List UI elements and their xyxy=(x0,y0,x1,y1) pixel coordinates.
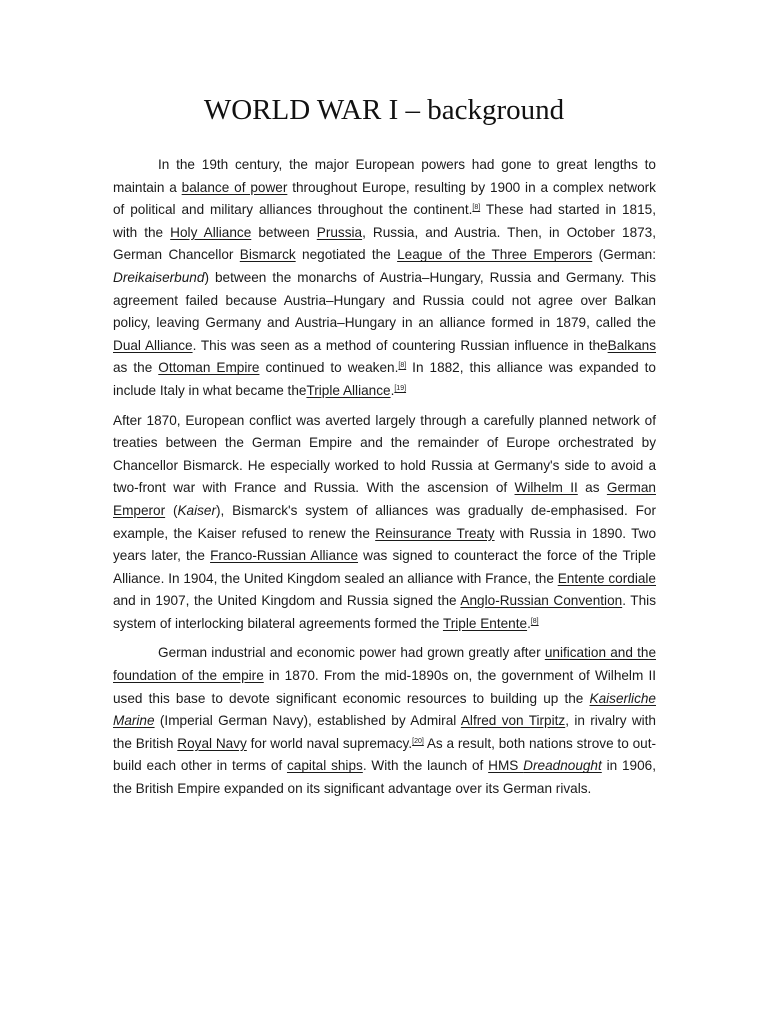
text-run: . xyxy=(527,615,531,631)
citation-ref[interactable] xyxy=(531,618,539,625)
inline-link[interactable]: Holy Alliance xyxy=(170,224,252,240)
citation-ref[interactable] xyxy=(394,385,406,392)
inline-link[interactable]: Triple Alliance xyxy=(306,382,391,398)
inline-link[interactable]: Prussia xyxy=(316,224,363,240)
inline-link[interactable]: Ottoman Empire xyxy=(158,360,260,376)
italic-text: Dreikaiserbund xyxy=(113,269,205,285)
text-run: throughout Europe, resulting by 1900 in a complex network of political and military alliances throughout the continent. xyxy=(113,179,656,218)
text-run: ), Bismarck's system of alliances was gradually de-emphasised. For example, the Kaiser refused to renew the xyxy=(113,502,656,541)
citation-ref[interactable] xyxy=(398,362,406,369)
text-run: in 1906, the British Empire expanded on its significant advantage over its German rivals. xyxy=(113,758,657,797)
inline-link[interactable]: Royal Navy xyxy=(177,735,247,751)
citation-link[interactable]: [8] xyxy=(472,204,481,212)
text-run: and in 1907, the United Kingdom and Russia signed the xyxy=(113,593,461,609)
text-run: continued to weaken. xyxy=(259,360,399,376)
inline-link[interactable]: Triple Entente xyxy=(442,615,528,631)
text-run: . With the launch of xyxy=(362,758,489,774)
text-run: was signed to counteract the force of the Triple Alliance. In 1904, the United Kingdom sealed an alliance with France, the xyxy=(113,548,656,586)
text-run: (Imperial German Navy), established by Admiral xyxy=(154,713,461,729)
inline-link[interactable]: Balkans xyxy=(607,337,656,353)
citation-link[interactable]: [20] xyxy=(412,737,424,745)
text-run: These had started in 1815, with the xyxy=(113,202,656,240)
inline-link[interactable]: balance of power xyxy=(181,179,288,195)
inline-link[interactable]: capital ships xyxy=(286,758,363,774)
text-run: (German: xyxy=(592,247,657,263)
inline-link[interactable]: Entente cordiale xyxy=(557,570,656,586)
inline-link[interactable]: Dual Alliance xyxy=(113,337,193,353)
text-run: , Russia, and Austria. Then, in October 1873, German Chancellor xyxy=(113,224,657,263)
text-run: . This system of interlocking bilateral agreements formed the xyxy=(113,593,656,631)
inline-link[interactable]: Franco-Russian Alliance xyxy=(210,548,359,564)
inline-link[interactable]: Bismarck xyxy=(239,247,296,263)
paragraph xyxy=(113,154,656,403)
text-run: As a result, both nations strove to out-build each other in terms of xyxy=(113,735,656,774)
text-run: as xyxy=(577,480,607,496)
inline-link[interactable]: German Emperor xyxy=(113,480,656,518)
inline-link[interactable]: Anglo-Russian Convention xyxy=(460,593,623,609)
text-run: with Russia in 1890. Two years later, the xyxy=(113,525,657,564)
inline-link[interactable]: Alfred von Tirpitz xyxy=(460,713,566,729)
text-run: negotiated the xyxy=(295,247,398,263)
citation-ref[interactable] xyxy=(472,204,480,211)
inline-link[interactable]: Wilhelm II xyxy=(514,480,578,496)
text-run: , in rivalry with the British xyxy=(113,713,656,751)
text-run: ( xyxy=(165,502,178,518)
text-run: for world naval supremacy. xyxy=(246,735,413,751)
italic-text: Kaiser xyxy=(177,502,217,518)
text-run: between xyxy=(251,224,317,240)
inline-link[interactable]: Dreadnought xyxy=(523,758,602,774)
citation-link[interactable]: [8] xyxy=(530,617,539,625)
inline-link[interactable]: unification and the foundation of the empire xyxy=(113,645,657,684)
text-run: In 1882, this alliance was expanded to include Italy in what became the xyxy=(113,360,656,398)
text-run: After 1870, European conflict was averted largely through a carefully planned network of treaties between the German Empire and the remainder of Europe orchestrated by Chancellor Bismarck. He especially worked to hold Russia at Germany's side to avoid a two-front war with France and Russia. With the ascension of xyxy=(113,412,656,496)
citation-link[interactable]: [8] xyxy=(398,362,407,370)
text-run: German industrial and economic power had grown greatly after xyxy=(158,645,545,661)
text-run: in 1870. From the mid-1890s on, the government of Wilhelm II used this base to devote significant economic resources to building up the xyxy=(113,668,656,706)
citation-link[interactable]: [19] xyxy=(394,384,407,392)
inline-link[interactable]: League of the Three Emperors xyxy=(397,247,593,263)
text-run: . This was seen as a method of countering Russian influence in the xyxy=(192,337,608,353)
text-run: . xyxy=(390,382,395,398)
paragraph xyxy=(113,410,656,636)
paragraph xyxy=(113,642,656,800)
text-run: ) between the monarchs of Austria–Hungary, Russia and Germany. This agreement failed because Austria–Hungary and Russia could not agree over Balkan policy, leaving Germany and Austria–Hungary in an alliance formed in 1879, called the xyxy=(113,269,656,331)
text-run: as the xyxy=(113,360,159,376)
page-title: WORLD WAR I – background xyxy=(203,94,565,126)
inline-link[interactable]: HMS xyxy=(488,758,524,774)
inline-link[interactable]: Kaiserliche Marine xyxy=(113,690,656,729)
text-run: In the 19th century, the major European powers had gone to great lengths to maintain a xyxy=(113,157,656,195)
inline-link[interactable]: Reinsurance Treaty xyxy=(375,525,495,541)
article-body xyxy=(113,154,656,808)
citation-ref[interactable] xyxy=(412,738,424,745)
